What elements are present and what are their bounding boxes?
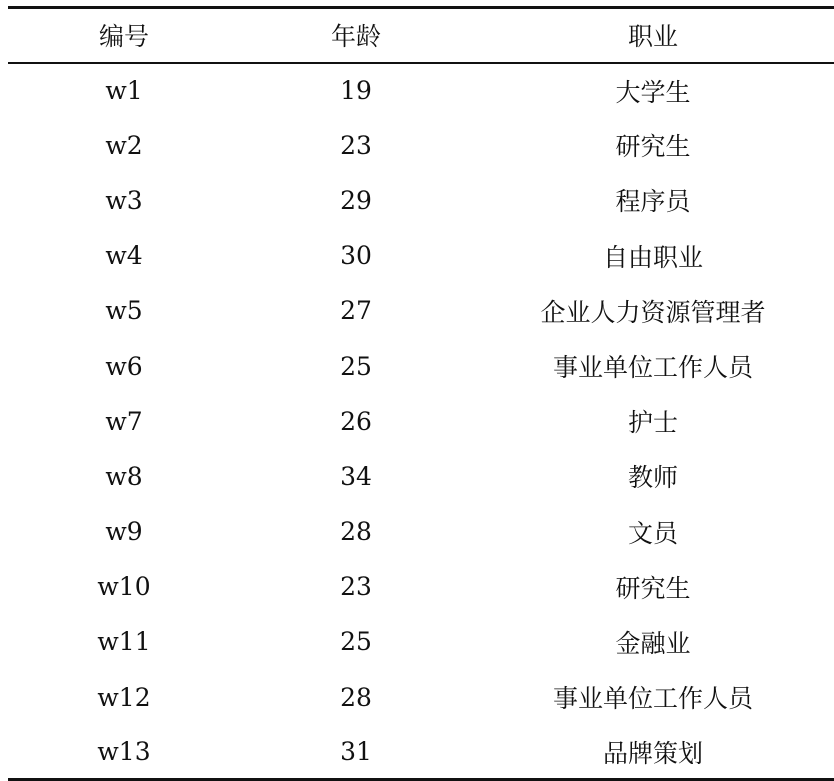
cell-age: 19	[340, 76, 372, 106]
cell-occupation: 事业单位工作人员	[552, 684, 753, 714]
cell-age: 28	[340, 517, 372, 547]
cell-id: w1	[105, 76, 143, 106]
header-row	[8, 8, 834, 63]
cell-age: 27	[340, 296, 372, 326]
table-row	[8, 338, 834, 393]
cell-age: 23	[340, 572, 372, 602]
participant-table	[8, 6, 834, 781]
table-row	[8, 173, 834, 228]
cell-occupation: 研究生	[615, 132, 691, 162]
cell-age: 28	[340, 682, 372, 712]
cell-id: w7	[105, 406, 143, 436]
table-row	[8, 670, 834, 725]
cell-id: w10	[97, 572, 151, 602]
cell-id: w5	[105, 296, 143, 326]
cell-age: 34	[340, 461, 372, 491]
cell-age: 23	[340, 130, 372, 160]
table-body	[8, 63, 834, 780]
table-row	[8, 449, 834, 504]
cell-occupation: 自由职业	[602, 242, 703, 272]
table-row	[8, 559, 834, 614]
table-header	[8, 8, 834, 63]
cell-id: w8	[105, 461, 143, 491]
cell-occupation: 教师	[627, 463, 678, 493]
cell-id: w9	[105, 517, 143, 547]
cell-occupation: 文员	[627, 518, 678, 548]
table-row	[8, 228, 834, 283]
cell-age: 29	[340, 185, 372, 215]
cell-id: w13	[8, 725, 240, 780]
table-row	[8, 63, 834, 118]
cell-id: w12	[97, 682, 151, 712]
table-row	[8, 504, 834, 559]
cell-id: w4	[105, 241, 143, 271]
cell-occupation: 大学生	[615, 77, 691, 107]
cell-occupation: 企业人力资源管理者	[540, 297, 766, 327]
table-row	[8, 394, 834, 449]
cell-occupation: 品牌策划	[472, 725, 834, 780]
table-row	[8, 725, 834, 780]
table-row	[8, 283, 834, 338]
header-occupation: 职业	[472, 8, 834, 63]
cell-age: 30	[340, 241, 372, 271]
cell-id: w6	[105, 351, 143, 381]
cell-age: 31	[240, 725, 472, 780]
cell-age: 25	[340, 627, 372, 657]
cell-age: 25	[340, 351, 372, 381]
cell-id: w11	[97, 627, 151, 657]
cell-occupation: 金融业	[615, 628, 691, 658]
header-age: 年龄	[240, 8, 472, 63]
cell-occupation: 程序员	[615, 187, 691, 217]
cell-occupation: 研究生	[615, 573, 691, 603]
cell-occupation: 护士	[627, 408, 678, 438]
header-id: 编号	[8, 8, 240, 63]
cell-occupation: 事业单位工作人员	[552, 353, 753, 383]
table-row	[8, 118, 834, 173]
cell-id: w3	[105, 185, 143, 215]
cell-age: 26	[340, 406, 372, 436]
cell-id: w2	[105, 130, 143, 160]
table-row	[8, 614, 834, 669]
